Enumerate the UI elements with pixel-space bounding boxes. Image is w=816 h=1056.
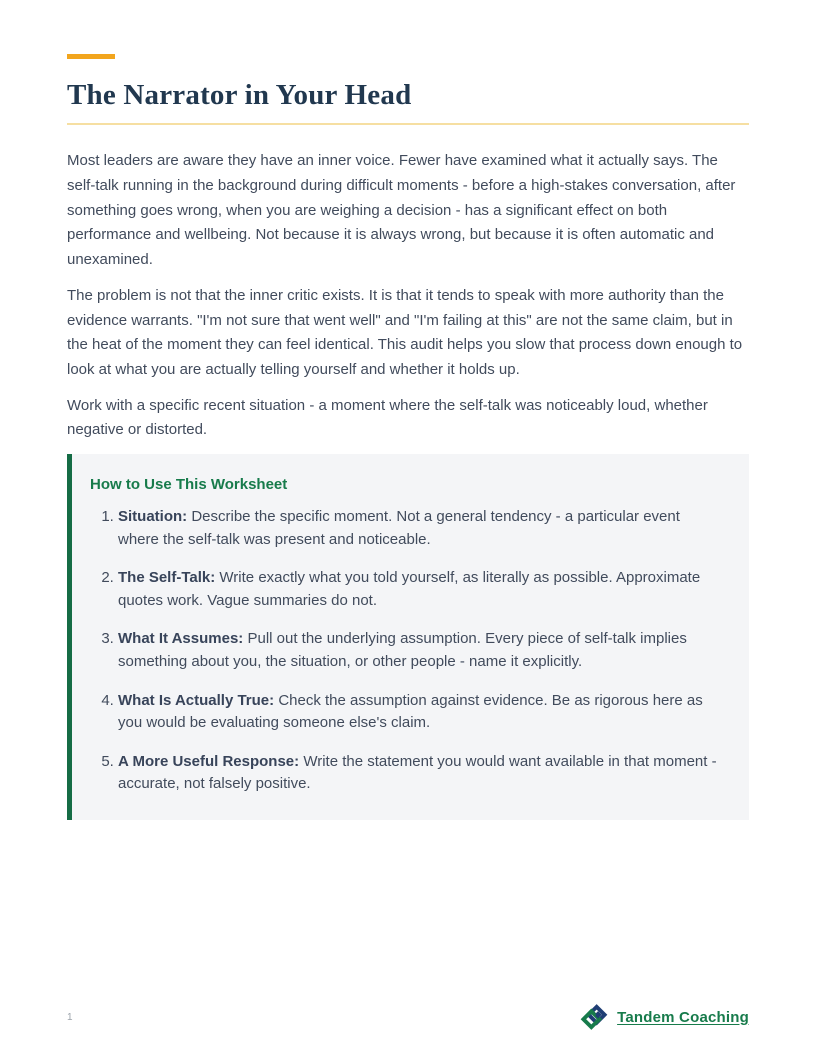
list-item-text: Pull out the underlying assumption. Every piece of self-talk implies something about you, the situation, or other people - name it explicitly. — [118, 630, 687, 671]
list-item-text: Describe the specific moment. Not a general tendency - a particular event where the self-talk was present and noticeable. — [118, 508, 680, 548]
tandem-diamond-icon — [579, 1002, 609, 1032]
intro-section — [67, 149, 749, 443]
intro-paragraph-1: Most leaders are aware they have an inner voice. Fewer have examined what it actually says. The self-talk running in the background during difficult moments - before a high-stakes conversation, after something goes wrong, when you are weighing a decision - has a significant effect on both performance and wellbeing. Not because it is always wrong, but because it is often automatic and unexamined. — [67, 152, 736, 269]
list-item-situation — [118, 506, 723, 551]
list-item-what-is-true — [118, 690, 723, 735]
list-item-text: Write exactly what you told yourself, as literally as possible. Approximate quotes work. Vague summaries do not. — [118, 569, 701, 609]
page-number: 1 — [67, 1011, 73, 1023]
brand-logo — [579, 1002, 749, 1032]
instructions-list — [90, 506, 723, 796]
list-item-what-it-assumes — [118, 628, 723, 673]
page-title: The Narrator in Your Head — [67, 79, 412, 111]
list-item-label: What It Assumes: — [118, 630, 244, 648]
list-item-text: Write the statement you would want available in that moment - accurate, not falsely positive. — [118, 752, 717, 793]
list-item-self-talk — [118, 567, 723, 612]
how-to-use-box — [67, 454, 749, 820]
accent-bar — [67, 54, 115, 59]
list-item-label: The Self-Talk: — [118, 569, 216, 587]
list-item-label: A More Useful Response: — [118, 752, 300, 770]
intro-paragraph-3: Work with a specific recent situation - a moment where the self-talk was noticeably loud, whether negative or distorted. — [67, 396, 708, 439]
page-footer — [0, 1002, 816, 1032]
title-divider — [67, 123, 749, 125]
list-item-label: What Is Actually True: — [118, 691, 275, 709]
list-item-label: Situation: — [118, 508, 188, 526]
how-to-use-heading: How to Use This Worksheet — [90, 476, 288, 494]
brand-name: Tandem Coaching — [617, 1008, 749, 1026]
list-item-useful-response — [118, 751, 723, 796]
list-item-text: Check the assumption against evidence. Be as rigorous here as you would be evaluating someone else's claim. — [118, 691, 703, 732]
intro-paragraph-2: The problem is not that the inner critic exists. It is that it tends to speak with more authority than the evidence warrants. "I'm not sure that went well" and "I'm failing at this" are not the same claim, but in the heat of the moment they can feel identical. This audit helps you slow that process down enough to look at what you are actually telling yourself and whether it holds up. — [67, 286, 743, 378]
